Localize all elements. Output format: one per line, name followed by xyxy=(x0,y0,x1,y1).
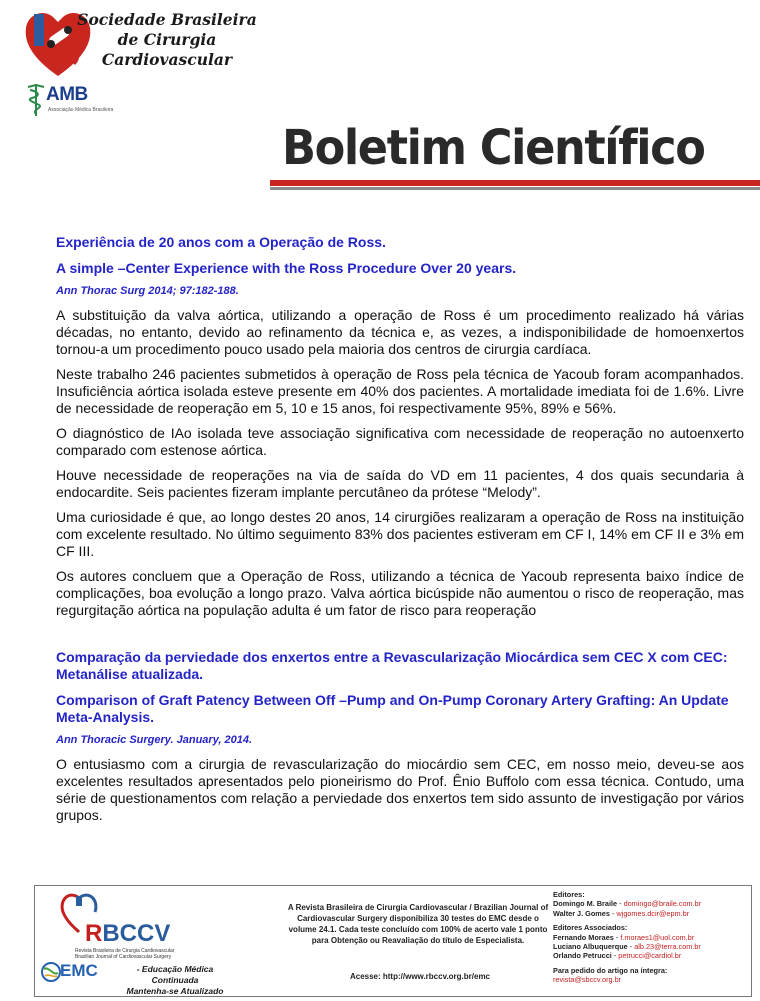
editor-entry: Walter J. Gomes - wjgomes.dcir@epm.br xyxy=(553,908,690,918)
page-title: Boletim Científico xyxy=(282,120,705,176)
article-ross xyxy=(56,234,744,619)
article-title-en: A simple –Center Experience with the Ross Procedure Over 20 years. xyxy=(56,260,517,276)
editor-email[interactable]: petrucci@cardiol.br xyxy=(618,951,682,961)
amb-wordmark: AMB xyxy=(46,84,88,105)
article-citation: Ann Thoracic Surgery. January, 2014. xyxy=(56,734,253,746)
rbccv-subtitle: Revista Brasileira de Cirurgia Cardiovascular Brazilian Journal of Cardiovascular Surgery xyxy=(75,948,175,960)
article-paragraph: Os autores concluem que a Operação de Ross, utilizando a técnica de Yacoub representa baixo índice de complicações, boa evolução a longo prazo. Valva aórtica bicúspide não aumentou o risco de reoperação, mas regurgitação aórtica na população adulta é um fator de risco para reoperação xyxy=(56,568,744,618)
article-paragraph: Neste trabalho 246 pacientes submetidos à operação de Ross pela técnica de Yacoub foram acompanhados. Insuficiência aórtica isolada esteve presente em 40% dos pacientes. A mortalidade imediata foi de 1.6%. Livre de necessidade de reoperação em 5, 10 e 15 anos, foi respectivamente 95%, 89% e 56%. xyxy=(56,366,744,416)
emc-wordmark: EMC xyxy=(60,961,98,980)
editor-entry: Domingo M. Braile - domingo@braile.com.br xyxy=(553,899,702,909)
emc-access-link[interactable]: Acesse: http://www.rbccv.org.br/emc xyxy=(349,972,491,981)
title-stripe-red xyxy=(270,180,760,186)
article-paragraph: Uma curiosidade é que, ao longo destes 20 anos, 14 cirurgiões realizaram a operação de Ross na instituição com excelente resultado. No último seguimento 83% dos pacientes estiveram em CF I, 14% em CF II e 3% em CF III. xyxy=(56,509,744,559)
article-paragraph: O entusiasmo com a cirurgia de revascularização do miocárdio sem CEC, em nosso meio, deveu-se aos excelentes resultados apresentados pelo pioneirismo do Prof. Ênio Buffolo com essa técnica. Contudo, uma série de questionamentos com relação a perviedade dos enxertos tem sido assunto de investigação por vários grupos. xyxy=(56,756,744,823)
editor-email[interactable]: domingo@braile.com.br xyxy=(623,899,702,909)
editor-entry: Orlando Petrucci - petrucci@cardiol.br xyxy=(553,951,682,961)
globe-icon xyxy=(41,962,61,982)
emc-info-text: A Revista Brasileira de Cirurgia Cardiovascular / Brazilian Journal of Cardiovascular Surgery disponibiliza 30 testes do EMC desde o volume 24.1. Cada teste concluído com 100% de acerto vale 1 ponto para Obtenção ou Reavaliação do título de Especialista. xyxy=(287,903,549,945)
caduceus-icon xyxy=(26,82,46,118)
society-name: Sociedade Brasileira de Cirurgia Cardiovascular xyxy=(77,10,257,69)
editor-email[interactable]: f.moraes1@uol.com.br xyxy=(620,932,695,942)
article-paragraph: O diagnóstico de IAo isolada teve associação significativa com necessidade de reoperação no autoenxerto comparado com estenose aórtica. xyxy=(56,425,744,458)
editor-entry: Fernando Moraes - f.moraes1@uol.com.br xyxy=(553,932,695,942)
rbccv-wordmark: RBCCV xyxy=(85,920,171,947)
article-graft-patency xyxy=(56,649,744,824)
title-stripe-grey xyxy=(270,187,760,190)
article-title-pt: Comparação da perviedade dos enxertos entre a Revascularização Miocárdica sem CEC X com CEC: Metanálise atualizada. xyxy=(56,649,728,682)
rbccv-logo xyxy=(51,892,201,960)
emc-description: - Educação Médica Continuada Mantenha-se Atualizado xyxy=(126,964,224,996)
editor-entry: Luciano Albuquerque - alb.23@terra.com.br xyxy=(553,942,701,952)
bulletin-content xyxy=(56,232,744,824)
article-title-en: Comparison of Graft Patency Between Off –Pump and On-Pump Coronary Artery Grafting: An Update Meta-Analysis. xyxy=(56,692,729,725)
amb-subtitle: Associação Médica Brasileira xyxy=(48,107,114,113)
article-paragraph: A substituição da valva aórtica, utilizando a operação de Ross é um procedimento realizado há várias décadas, no entanto, devido ao refinamento da técnica e, as vezes, a indisponibilidade de homoenxertos tornou-a um procedimento pouco usado pela maioria dos centros de cirurgia cardíaca. xyxy=(56,307,744,357)
article-title-pt: Experiência de 20 anos com a Operação de Ross. xyxy=(56,234,386,250)
editors-title: Editores: xyxy=(553,890,585,899)
editor-email[interactable]: wjgomes.dcir@epm.br xyxy=(616,908,690,918)
request-title: Para pedido do artigo na íntegra: xyxy=(553,965,668,975)
emc-logo xyxy=(41,960,111,984)
editors-list xyxy=(553,890,753,985)
editor-email[interactable]: alb.23@terra.com.br xyxy=(634,942,701,952)
associate-editors-title: Editores Associados: xyxy=(553,923,628,933)
amb-logo xyxy=(26,82,114,118)
article-citation: Ann Thorac Surg 2014; 97:182-188. xyxy=(56,285,239,297)
request-email[interactable]: revista@sbccv.org.br xyxy=(553,975,622,985)
article-paragraph: Houve necessidade de reoperações na via de saída do VD em 11 pacientes, 4 dos quais secundaria à endocardite. Seis pacientes fizeram implante percutâneo da prótese “Melody”. xyxy=(56,467,744,500)
footer-banner xyxy=(34,885,752,997)
page-header xyxy=(0,0,760,225)
